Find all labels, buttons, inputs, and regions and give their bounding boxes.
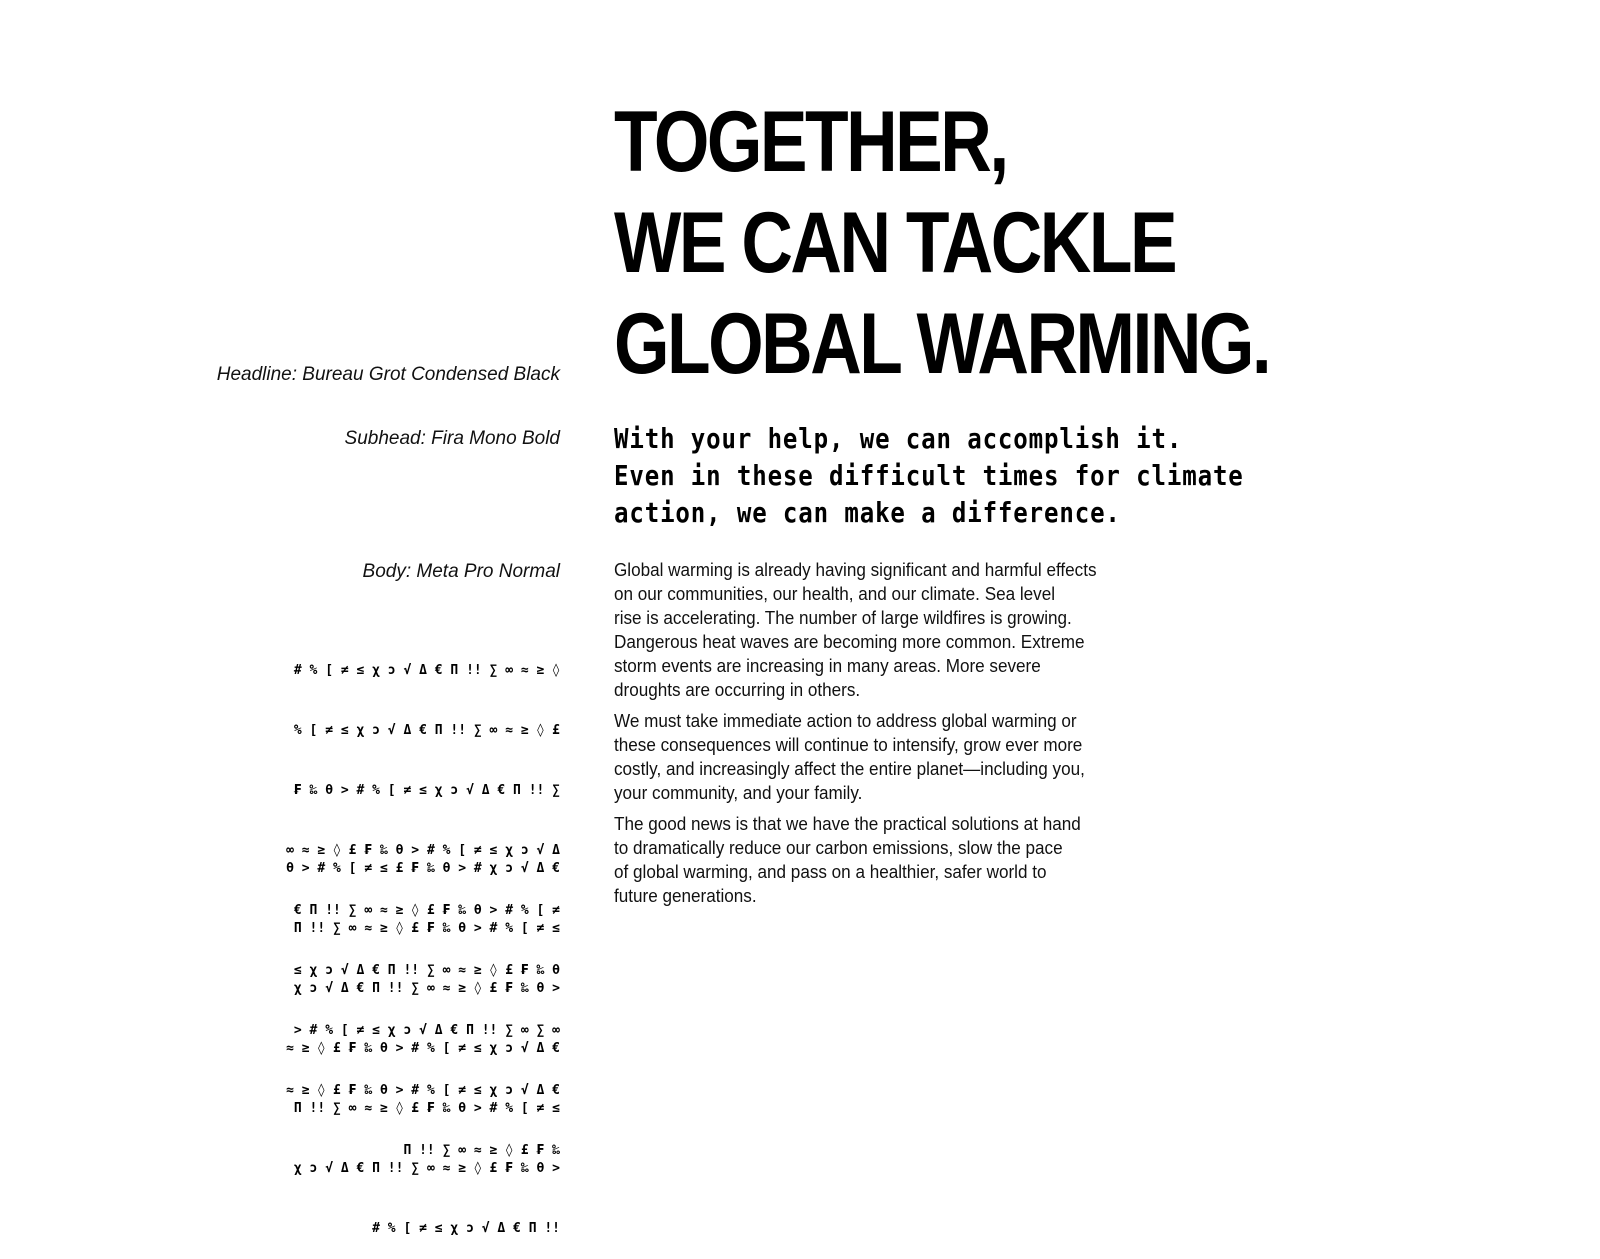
glyph-line: ∞ ≈ ≥ ◊ £ ₣ ‰ θ > # % [ ≠ ≤ χ ɔ √ Δ: [286, 843, 560, 858]
subhead-line: Even in these difficult times for climate: [614, 459, 1244, 492]
glyph-line: # % [ ≠ ≤ χ ɔ √ Δ € Π !! ∑ ∞ ≈ ≥ ◊: [293, 663, 560, 678]
glyph-line: € Π !! ∑ ∞ ≈ ≥ ◊ £ ₣ ‰ θ > # % [ ≠: [293, 903, 560, 918]
body-line: Global warming is already having significant and harmful effects: [614, 560, 1097, 580]
glyph-line: θ > # % [ ≠ ≤ £ ₣ ‰ θ > # χ ɔ √ Δ €: [286, 861, 560, 876]
glyph-line: > # % [ ≠ ≤ χ ɔ √ Δ € Π !! ∑ ∞ ∑ ∞: [293, 1023, 560, 1038]
headline-line: GLOBAL WARMING.: [614, 296, 1270, 392]
glyph-line: ₣ ‰ θ > # % [ ≠ ≤ χ ɔ √ Δ € Π !! ∑: [293, 783, 560, 798]
body-line: The good news is that we have the practical solutions at hand: [614, 814, 1081, 834]
body-paragraph: [614, 812, 1214, 908]
body-line: future generations.: [614, 886, 757, 906]
glyph-line: Π !! ∑ ∞ ≈ ≥ ◊ £ ₣ ‰ θ > # % [ ≠ ≤: [293, 921, 560, 936]
headline-line: TOGETHER,: [614, 94, 1007, 190]
body-copy: [614, 558, 1214, 915]
body-line: costly, and increasingly affect the entire planet—including you,: [614, 759, 1085, 779]
subhead: [614, 420, 1244, 531]
body-font-label: Body: Meta Pro Normal: [362, 561, 560, 582]
body-line: to dramatically reduce our carbon emissions, slow the pace: [614, 838, 1063, 858]
glyph-line: # % [ ≠ ≤ χ ɔ √ Δ € Π !!: [372, 1221, 560, 1236]
glyph-specimen-block: [286, 819, 560, 1259]
body-paragraph: [614, 709, 1214, 805]
body-line: of global warming, and pass on a healthier, safer world to: [614, 862, 1047, 882]
glyph-line: χ ɔ √ Δ € Π !! ∑ ∞ ≈ ≥ ◊ £ ₣ ‰ θ >: [293, 981, 560, 996]
headline: [614, 92, 1474, 395]
body-paragraph: [614, 558, 1214, 702]
body-line: We must take immediate action to address global warming or: [614, 711, 1077, 731]
headline-font-label: Headline: Bureau Grot Condensed Black: [216, 364, 560, 385]
glyph-line: χ ɔ √ Δ € Π !! ∑ ∞ ≈ ≥ ◊ £ ₣ ‰ θ >: [293, 1161, 560, 1176]
body-line: droughts are occurring in others.: [614, 680, 861, 700]
glyph-line: ≈ ≥ ◊ £ ₣ ‰ θ > # % [ ≠ ≤ χ ɔ √ Δ €: [286, 1041, 560, 1056]
glyph-line: Π !! ∑ ∞ ≈ ≥ ◊ £ ₣ ‰ θ > # % [ ≠ ≤: [293, 1101, 560, 1116]
subhead-font-label: Subhead: Fira Mono Bold: [344, 428, 560, 449]
body-line: storm events are increasing in many areas. More severe: [614, 656, 1041, 676]
body-line: rise is accelerating. The number of large wildfires is growing.: [614, 608, 1072, 628]
subhead-line: With your help, we can accomplish it.: [614, 422, 1183, 455]
subhead-line: action, we can make a difference.: [614, 496, 1121, 529]
body-line: these consequences will continue to intensify, grow ever more: [614, 735, 1083, 755]
body-line: your community, and your family.: [614, 783, 863, 803]
glyph-line: ≤ χ ɔ √ Δ € Π !! ∑ ∞ ≈ ≥ ◊ £ ₣ ‰ θ: [293, 963, 560, 978]
body-line: Dangerous heat waves are becoming more common. Extreme: [614, 632, 1085, 652]
glyph-line: Π !! ∑ ∞ ≈ ≥ ◊ £ ₣ ‰: [403, 1143, 560, 1158]
glyph-line: % [ ≠ ≤ χ ɔ √ Δ € Π !! ∑ ∞ ≈ ≥ ◊ £: [293, 723, 560, 738]
headline-line: WE CAN TACKLE: [614, 195, 1176, 291]
glyph-line: ≈ ≥ ◊ £ ₣ ‰ θ > # % [ ≠ ≤ χ ɔ √ Δ €: [286, 1083, 560, 1098]
body-line: on our communities, our health, and our climate. Sea level: [614, 584, 1056, 604]
